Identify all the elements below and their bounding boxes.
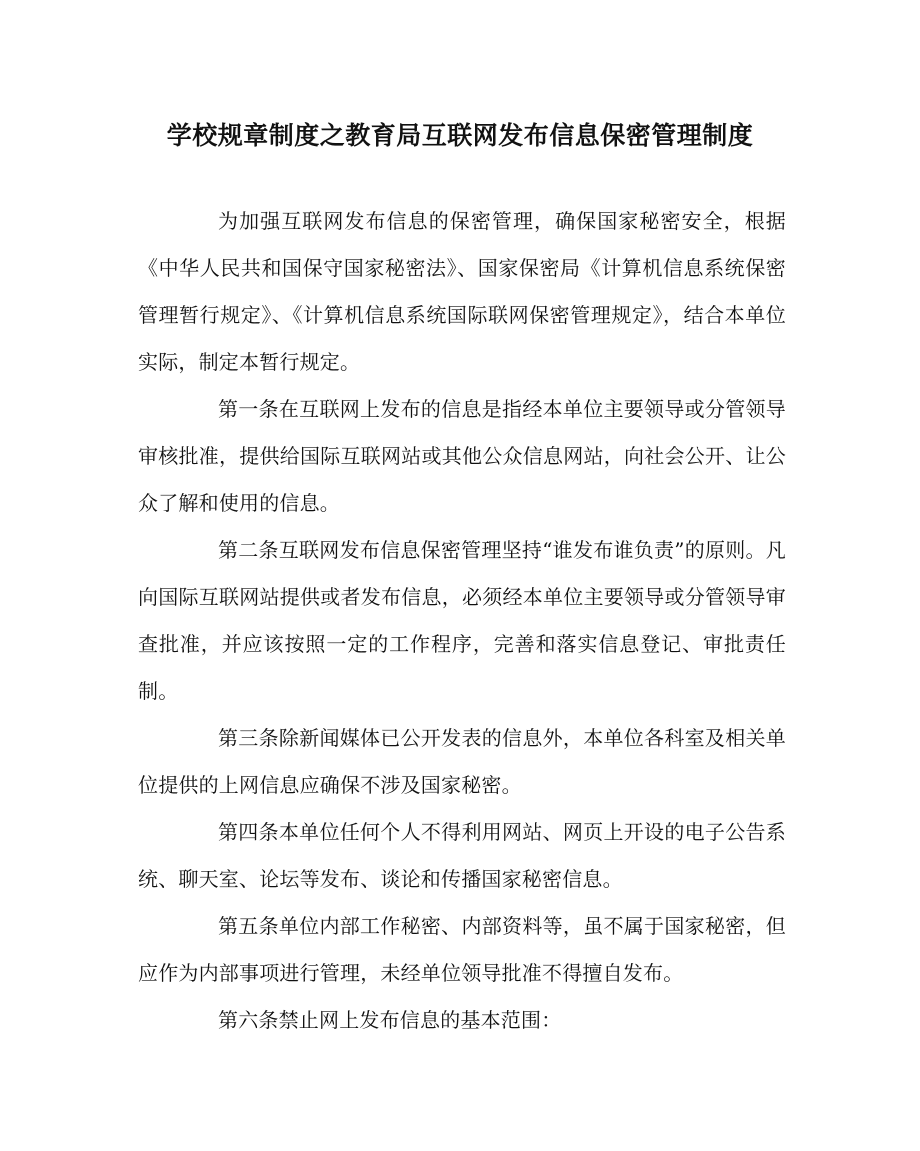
document-body	[138, 198, 786, 1044]
paragraph-intro: 为加强互联网发布信息的保密管理，确保国家秘密安全，根据《中华人民共和国保守国家秘密法》、国家保密局《计算机信息系统保密管理暂行规定》、《计算机信息系统国际联网保密管理规定》，结合本单位实际，制定本暂行规定。	[138, 209, 786, 374]
paragraph-article-5: 第五条单位内部工作秘密、内部资料等，虽不属于国家秘密，但应作为内部事项进行管理，未经单位领导批准不得擅自发布。	[138, 914, 786, 985]
paragraph-article-4: 第四条本单位任何个人不得利用网站、网页上开设的电子公告系统、聊天室、论坛等发布、谈论和传播国家秘密信息。	[138, 820, 786, 891]
paragraph-article-3: 第三条除新闻媒体已公开发表的信息外，本单位各科室及相关单位提供的上网信息应确保不涉及国家秘密。	[138, 726, 786, 797]
paragraph-article-2: 第二条互联网发布信息保密管理坚持“谁发布谁负责”的原则。凡向国际互联网站提供或者发布信息，必须经本单位主要领导或分管领导审查批准，并应该按照一定的工作程序，完善和落实信息登记、审批责任制。	[138, 538, 786, 703]
paragraph-article-6: 第六条禁止网上发布信息的基本范围：	[218, 1008, 562, 1032]
paragraph-article-1: 第一条在互联网上发布的信息是指经本单位主要领导或分管领导审核批准，提供给国际互联网站或其他公众信息网站，向社会公开、让公众了解和使用的信息。	[138, 397, 786, 515]
document-title: 学校规章制度之教育局互联网发布信息保密管理制度	[166, 121, 754, 150]
